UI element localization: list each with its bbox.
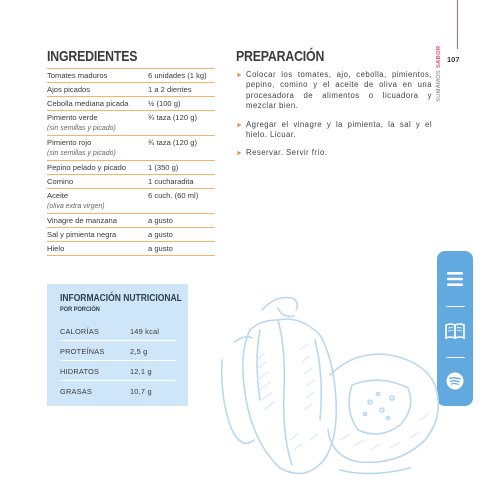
preparation-step — [236, 148, 432, 158]
nutrition-value: 12,1 g — [130, 367, 152, 376]
ingredients-table — [47, 68, 215, 256]
ingredient-qty: 1 cucharadita — [148, 177, 194, 186]
bullet-arrow-icon: ► — [236, 72, 244, 79]
nutrition-row — [60, 367, 176, 376]
ingredient-row — [47, 136, 215, 161]
ingredients-title: INGREDIENTES — [47, 48, 138, 65]
ingredient-name: Aceite — [47, 191, 69, 200]
ingredient-row — [47, 175, 215, 189]
nutrition-value: 149 kcal — [130, 327, 160, 336]
step-text: Agregar el vinagre y la pimienta, la sal y el hielo. Licuar. — [246, 119, 432, 140]
ingredient-qty: a gusto — [148, 216, 173, 225]
ingredient-qty: a gusto — [148, 230, 173, 239]
ingredient-name: Pepino pelado y picado — [47, 163, 126, 172]
ingredient-row — [47, 228, 215, 242]
ingredient-name: Comino — [47, 177, 74, 186]
nutrition-title: INFORMACIÓN NUTRICIONAL — [60, 293, 182, 304]
ingredient-row — [47, 189, 215, 214]
nutrition-label: CALORÍAS — [60, 327, 99, 336]
ingredient-name: Cebolla mediana picada — [47, 99, 129, 108]
peppers-illustration — [220, 290, 460, 485]
ingredient-row — [47, 111, 215, 136]
preparation-step — [236, 70, 432, 112]
step-text: Reservar. Servir frío. — [246, 148, 328, 158]
ingredient-qty: 6 unidades (1 kg) — [148, 71, 207, 80]
divider — [60, 380, 176, 381]
ingredient-name: Ajos picados — [47, 85, 91, 94]
ingredient-name: Vinagre de manzana — [47, 216, 117, 225]
nutrition-label: GRASAS — [60, 387, 93, 396]
nutrition-value: 2,5 g — [130, 347, 148, 356]
page-top-line — [457, 0, 458, 49]
ingredient-name: Pimiento verde — [47, 113, 98, 122]
ingredient-row — [47, 214, 215, 228]
ingredient-note: (oliva extra virgen) — [47, 203, 105, 210]
ingredient-row — [47, 242, 215, 256]
ingredient-qty: 1 (350 g) — [148, 163, 179, 172]
running-head-accent: SABOR — [436, 45, 442, 69]
preparation-title: PREPARACIÓN — [236, 48, 325, 65]
bullet-arrow-icon: ► — [236, 150, 244, 158]
nutrition-box — [47, 284, 188, 406]
preparation-steps — [236, 70, 432, 167]
ingredient-qty: 1 a 2 dientes — [148, 85, 192, 94]
ingredient-qty: a gusto — [148, 244, 173, 253]
preparation-step — [236, 120, 432, 141]
ingredient-note: (sin semillas y picado) — [47, 125, 116, 132]
page-number: 107 — [447, 55, 460, 64]
nutrition-row — [60, 387, 176, 396]
nutrition-subtitle: POR PORCIÓN — [60, 306, 100, 313]
running-head — [436, 45, 450, 102]
ingredient-row — [47, 97, 215, 111]
nutrition-value: 10,7 g — [130, 387, 152, 396]
ingredient-name: Hielo — [47, 244, 65, 253]
ingredient-qty: ¾ taza (120 g) — [148, 113, 197, 122]
ingredient-qty: 6 cuch. (60 ml) — [148, 191, 199, 200]
menu-icon[interactable] — [445, 269, 465, 289]
nutrition-label: HIDRATOS — [60, 367, 100, 376]
nutrition-label: PROTEÍNAS — [60, 347, 105, 356]
bullet-arrow-icon: ► — [236, 121, 244, 129]
divider — [60, 360, 176, 361]
divider — [60, 340, 176, 341]
ingredient-qty: ½ (100 g) — [148, 99, 181, 108]
ingredient-row — [47, 83, 215, 97]
ingredient-name: Sal y pimienta negra — [47, 230, 117, 239]
ingredient-row — [47, 161, 215, 175]
step-text: Colocar los tomates, ajo, cebolla, pimientos, pepino, comino y el aceite de oliva en una procesadora de alimentos o licuadora y mezclar bien. — [246, 70, 432, 111]
ingredient-name: Tomates maduros — [47, 71, 108, 80]
ingredient-name: Pimiento rojo — [47, 138, 92, 147]
ingredient-row — [47, 68, 215, 83]
nutrition-row — [60, 347, 176, 356]
ingredient-qty: ¾ taza (120 g) — [148, 138, 197, 147]
running-head-prefix: SUMAMOS — [436, 69, 442, 102]
nutrition-row — [60, 327, 176, 336]
ingredient-note: (sin semillas y picado) — [47, 150, 116, 157]
